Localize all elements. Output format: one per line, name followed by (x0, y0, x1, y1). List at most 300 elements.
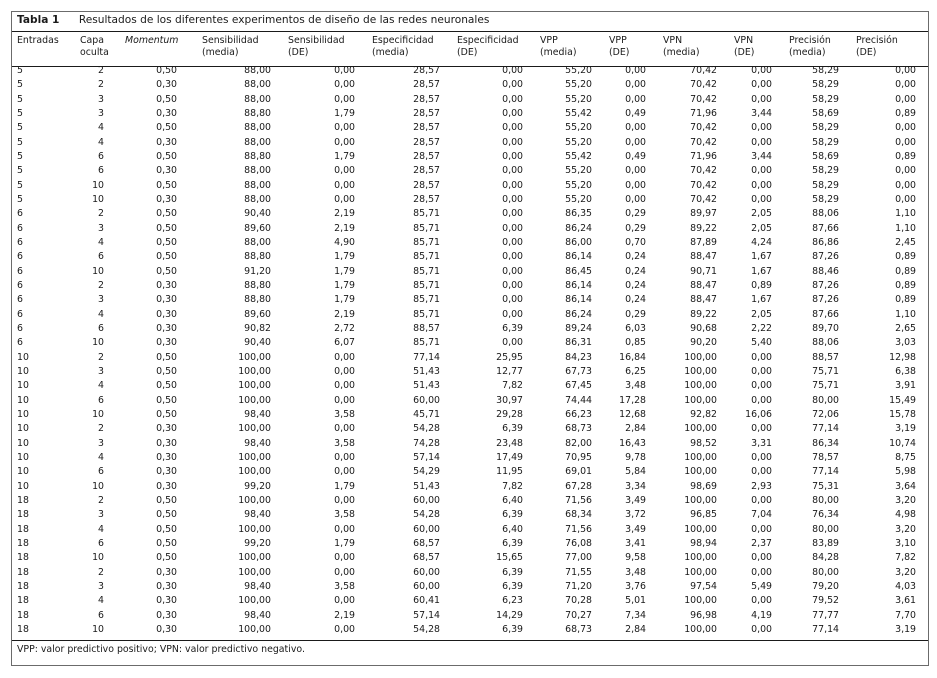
table-cell: 3 (98, 108, 104, 120)
table-cell: 10 (17, 394, 29, 406)
col-header-capa-oculta: Capa oculta (80, 35, 109, 58)
table-cell: 0,00 (334, 595, 355, 607)
table-cell: 0,00 (625, 179, 646, 191)
table-cell: 88,47 (690, 251, 717, 263)
table-cell: 6,39 (502, 623, 523, 635)
table-cell: 0,00 (751, 136, 772, 148)
table-cell: 0,00 (895, 136, 916, 148)
table-cell: 28,57 (413, 65, 440, 77)
table-row (12, 150, 928, 164)
table-cell: 10,74 (889, 437, 916, 449)
table-cell: 10 (92, 179, 104, 191)
col-header-especificidad-media: Especificidad (media) (372, 35, 434, 58)
table-cell: 70,28 (565, 595, 592, 607)
table-cell: 0,85 (625, 337, 646, 349)
table-cell: 2 (98, 423, 104, 435)
table-cell: 10 (17, 466, 29, 478)
col-header-momentum: Momentum (125, 35, 179, 46)
table-row (12, 121, 928, 135)
table-cell: 0,50 (156, 208, 177, 220)
table-cell: 1,67 (751, 294, 772, 306)
table-cell: 5 (17, 165, 23, 177)
table-cell: 60,00 (413, 566, 440, 578)
table-cell: 77,14 (812, 466, 839, 478)
table-cell: 86,31 (565, 337, 592, 349)
table-row (12, 78, 928, 92)
table-cell: 0,00 (751, 179, 772, 191)
table-cell: 0,30 (156, 308, 177, 320)
table-cell: 5,40 (751, 337, 772, 349)
table-cell: 100,00 (684, 366, 717, 378)
table-cell: 4 (98, 380, 104, 392)
table-cell: 0,50 (156, 179, 177, 191)
table-cell: 6 (98, 165, 104, 177)
table-cell: 0,00 (334, 165, 355, 177)
table-cell: 68,73 (565, 623, 592, 635)
table-cell: 6,38 (895, 366, 916, 378)
table-cell: 0,00 (751, 93, 772, 105)
table-cell: 10 (92, 265, 104, 277)
table-cell: 23,48 (496, 437, 523, 449)
table-cell: 0,00 (334, 79, 355, 91)
table-cell: 0,00 (334, 623, 355, 635)
table-cell: 7,34 (625, 609, 646, 621)
table-cell: 0,00 (334, 423, 355, 435)
table-cell: 4 (98, 595, 104, 607)
table-cell: 55,20 (565, 136, 592, 148)
table-cell: 7,82 (502, 480, 523, 492)
table-cell: 100,00 (238, 452, 271, 464)
table-cell: 58,29 (812, 93, 839, 105)
table-cell: 74,44 (565, 394, 592, 406)
table-cell: 3,58 (334, 409, 355, 421)
table-cell: 99,20 (244, 537, 271, 549)
table-cell: 51,43 (413, 480, 440, 492)
table-cell: 0,30 (156, 108, 177, 120)
table-cell: 88,80 (244, 108, 271, 120)
table-cell: 5 (17, 79, 23, 91)
table-cell: 68,34 (565, 509, 592, 521)
table-cell: 10 (92, 552, 104, 564)
table-row (12, 222, 928, 236)
table-cell: 78,57 (812, 452, 839, 464)
table-cell: 0,30 (156, 595, 177, 607)
table-cell: 0,89 (895, 151, 916, 163)
table-cell: 18 (17, 595, 29, 607)
table-cell: 100,00 (684, 351, 717, 363)
table-row (12, 207, 928, 221)
table-cell: 80,00 (812, 495, 839, 506)
table-cell: 0,30 (156, 194, 177, 206)
table-row (12, 480, 928, 494)
table-cell: 87,26 (812, 294, 839, 306)
table-cell: 100,00 (684, 623, 717, 635)
table-cell: 0,00 (502, 136, 523, 148)
table-cell: 0,30 (156, 79, 177, 91)
table-cell: 0,00 (751, 452, 772, 464)
table-cell: 0,00 (625, 122, 646, 134)
table-cell: 15,78 (889, 409, 916, 421)
table-cell: 10 (17, 437, 29, 449)
table-cell: 51,43 (413, 380, 440, 392)
table-cell: 2 (98, 65, 104, 77)
table-cell: 28,57 (413, 151, 440, 163)
table-cell: 0,50 (156, 366, 177, 378)
table-cell: 58,29 (812, 122, 839, 134)
table-cell: 80,00 (812, 523, 839, 535)
table-cell: 0,00 (334, 122, 355, 134)
table-cell: 100,00 (238, 466, 271, 478)
table-cell: 10 (17, 409, 29, 421)
table-cell: 71,56 (565, 495, 592, 506)
table-cell: 3,31 (751, 437, 772, 449)
table-row (12, 551, 928, 565)
col-header-entradas: Entradas (17, 35, 59, 46)
table-row (12, 537, 928, 551)
col-header-precision-de: Precisión (DE) (856, 35, 898, 58)
table-cell: 0,00 (625, 136, 646, 148)
table-cell: 100,00 (238, 523, 271, 535)
table-cell: 100,00 (238, 495, 271, 506)
table-cell: 89,22 (690, 308, 717, 320)
table-cell: 82,00 (565, 437, 592, 449)
table-number: Tabla 1 (17, 14, 60, 26)
table-cell: 10 (92, 194, 104, 206)
table-cell: 0,00 (334, 93, 355, 105)
table-cell: 77,00 (565, 552, 592, 564)
table-cell: 55,20 (565, 93, 592, 105)
table-cell: 5 (17, 93, 23, 105)
table-cell: 1,10 (895, 222, 916, 234)
table-cell: 45,71 (413, 409, 440, 421)
table-cell: 5,84 (625, 466, 646, 478)
table-cell: 55,20 (565, 179, 592, 191)
table-cell: 1,79 (334, 151, 355, 163)
table-cell: 100,00 (684, 552, 717, 564)
table-cell: 58,69 (812, 151, 839, 163)
table-cell: 6 (17, 237, 23, 249)
table-cell: 4 (98, 308, 104, 320)
table-cell: 69,01 (565, 466, 592, 478)
table-cell: 2,45 (895, 237, 916, 249)
table-cell: 2 (98, 280, 104, 292)
table-cell: 0,50 (156, 265, 177, 277)
table-cell: 6 (17, 280, 23, 292)
table-cell: 28,57 (413, 165, 440, 177)
table-cell: 8,75 (895, 452, 916, 464)
table-cell: 96,85 (690, 509, 717, 521)
table-cell: 99,20 (244, 480, 271, 492)
table-cell: 6,39 (502, 423, 523, 435)
table-cell: 100,00 (238, 380, 271, 392)
table-cell: 1,79 (334, 537, 355, 549)
table-cell: 0,00 (334, 179, 355, 191)
table-cell: 3,61 (895, 595, 916, 607)
table-body (12, 64, 928, 637)
table-cell: 67,73 (565, 366, 592, 378)
table-cell: 86,14 (565, 251, 592, 263)
table-footnote: VPP: valor predictivo positivo; VPN: valor predictivo negativo. (17, 644, 305, 655)
table-cell: 3,48 (625, 566, 646, 578)
table-cell: 3,91 (895, 380, 916, 392)
table-cell: 15,49 (889, 394, 916, 406)
table-cell: 10 (92, 409, 104, 421)
table-cell: 0,50 (156, 380, 177, 392)
table-row (12, 523, 928, 537)
table-cell: 1,10 (895, 308, 916, 320)
table-cell: 88,57 (812, 351, 839, 363)
table-cell: 12,98 (889, 351, 916, 363)
table-cell: 0,00 (502, 65, 523, 77)
table-cell: 5,01 (625, 595, 646, 607)
table-cell: 76,34 (812, 509, 839, 521)
table-cell: 3,58 (334, 580, 355, 592)
table-cell: 68,57 (413, 552, 440, 564)
table-cell: 0,00 (751, 523, 772, 535)
table-cell: 28,57 (413, 194, 440, 206)
table-cell: 2,37 (751, 537, 772, 549)
table-cell: 3 (98, 509, 104, 521)
table-cell: 0,50 (156, 65, 177, 77)
table-cell: 3 (98, 366, 104, 378)
table-cell: 2,05 (751, 208, 772, 220)
table-cell: 2,05 (751, 308, 772, 320)
table-cell: 6 (17, 323, 23, 335)
table-cell: 70,42 (690, 179, 717, 191)
table-cell: 0,00 (502, 251, 523, 263)
table-cell: 18 (17, 623, 29, 635)
table-cell: 89,60 (244, 222, 271, 234)
table-cell: 0,50 (156, 409, 177, 421)
table-cell: 2,05 (751, 222, 772, 234)
table-cell: 70,42 (690, 136, 717, 148)
table-cell: 2,19 (334, 222, 355, 234)
table-cell: 10 (92, 480, 104, 492)
table-cell: 87,66 (812, 222, 839, 234)
table-cell: 0,00 (751, 423, 772, 435)
table-cell: 55,20 (565, 65, 592, 77)
table-cell: 0,30 (156, 566, 177, 578)
table-cell: 77,14 (812, 623, 839, 635)
table-cell: 80,00 (812, 394, 839, 406)
table-cell: 0,00 (502, 294, 523, 306)
table-cell: 0,89 (895, 294, 916, 306)
table-cell: 0,50 (156, 394, 177, 406)
table-cell: 4 (98, 237, 104, 249)
table-cell: 3,41 (625, 537, 646, 549)
table-cell: 85,71 (413, 337, 440, 349)
table-cell: 70,42 (690, 194, 717, 206)
table-cell: 88,00 (244, 179, 271, 191)
table-cell: 85,71 (413, 251, 440, 263)
table-cell: 88,47 (690, 280, 717, 292)
table-cell: 75,31 (812, 480, 839, 492)
table-cell: 0,00 (895, 93, 916, 105)
table-cell: 0,00 (502, 194, 523, 206)
table-cell: 88,00 (244, 165, 271, 177)
table-row (12, 136, 928, 150)
table-cell: 0,00 (502, 93, 523, 105)
results-table (12, 35, 928, 637)
table-cell: 2,19 (334, 208, 355, 220)
table-cell: 74,28 (413, 437, 440, 449)
table-cell: 75,71 (812, 366, 839, 378)
table-cell: 90,71 (690, 265, 717, 277)
table-row (12, 308, 928, 322)
table-cell: 100,00 (238, 566, 271, 578)
table-cell: 88,80 (244, 251, 271, 263)
table-cell: 89,60 (244, 308, 271, 320)
table-cell: 3 (98, 437, 104, 449)
table-cell: 0,24 (625, 280, 646, 292)
table-cell: 100,00 (684, 394, 717, 406)
table-cell: 79,52 (812, 595, 839, 607)
table-cell: 0,50 (156, 122, 177, 134)
table-cell: 100,00 (238, 552, 271, 564)
table-cell: 87,66 (812, 308, 839, 320)
table-cell: 98,40 (244, 609, 271, 621)
table-cell: 6 (98, 323, 104, 335)
table-cell: 14,29 (496, 609, 523, 621)
table-cell: 88,46 (812, 265, 839, 277)
table-cell: 5 (17, 136, 23, 148)
table-cell: 0,00 (502, 237, 523, 249)
table-cell: 55,42 (565, 151, 592, 163)
table-cell: 0,00 (334, 566, 355, 578)
table-cell: 86,35 (565, 208, 592, 220)
table-cell: 88,47 (690, 294, 717, 306)
table-cell: 2,84 (625, 423, 646, 435)
table-cell: 100,00 (238, 623, 271, 635)
table-row (12, 236, 928, 250)
table-cell: 100,00 (684, 423, 717, 435)
table-row (12, 608, 928, 622)
table-cell: 0,00 (751, 394, 772, 406)
table-cell: 0,00 (502, 165, 523, 177)
table-cell: 4,98 (895, 509, 916, 521)
table-cell: 98,40 (244, 509, 271, 521)
table-cell: 0,00 (502, 151, 523, 163)
table-cell: 85,71 (413, 280, 440, 292)
table-cell: 72,06 (812, 409, 839, 421)
table-cell: 0,30 (156, 452, 177, 464)
table-cell: 0,00 (502, 108, 523, 120)
table-cell: 88,00 (244, 79, 271, 91)
table-cell: 28,57 (413, 108, 440, 120)
table-cell: 89,97 (690, 208, 717, 220)
table-cell: 86,45 (565, 265, 592, 277)
table-cell: 5 (17, 65, 23, 77)
table-cell: 0,30 (156, 580, 177, 592)
table-cell: 3 (98, 294, 104, 306)
table-cell: 77,14 (812, 423, 839, 435)
table-cell: 1,67 (751, 265, 772, 277)
table-cell: 0,30 (156, 165, 177, 177)
table-cell: 6,25 (625, 366, 646, 378)
table-cell: 5 (17, 122, 23, 134)
table-cell: 10 (17, 366, 29, 378)
table-cell: 0,24 (625, 251, 646, 263)
table-cell: 5,49 (751, 580, 772, 592)
table-cell: 0,30 (156, 294, 177, 306)
table-cell: 85,71 (413, 294, 440, 306)
table-row (12, 107, 928, 121)
table-cell: 0,00 (751, 122, 772, 134)
table-cell: 54,28 (413, 423, 440, 435)
table-cell: 2 (98, 495, 104, 506)
table-cell: 28,57 (413, 136, 440, 148)
table-cell: 83,89 (812, 537, 839, 549)
table-cell: 0,49 (625, 151, 646, 163)
caption-rule (12, 31, 928, 32)
table-cell: 84,23 (565, 351, 592, 363)
table-cell: 0,50 (156, 351, 177, 363)
table-cell: 0,50 (156, 93, 177, 105)
table-cell: 6 (17, 222, 23, 234)
table-cell: 6 (98, 151, 104, 163)
table-cell: 55,20 (565, 165, 592, 177)
table-cell: 58,29 (812, 65, 839, 77)
table-cell: 100,00 (684, 452, 717, 464)
table-cell: 87,89 (690, 237, 717, 249)
table-cell: 18 (17, 609, 29, 621)
table-cell: 0,00 (334, 452, 355, 464)
table-cell: 5,98 (895, 466, 916, 478)
table-cell: 2 (98, 351, 104, 363)
table-cell: 0,00 (625, 194, 646, 206)
table-cell: 0,30 (156, 323, 177, 335)
table-cell: 0,50 (156, 537, 177, 549)
table-cell: 3,64 (895, 480, 916, 492)
table-cell: 85,71 (413, 222, 440, 234)
table-cell: 6 (98, 251, 104, 263)
table-cell: 1,79 (334, 280, 355, 292)
table-cell: 55,20 (565, 194, 592, 206)
table-row (12, 494, 928, 508)
table-cell: 16,06 (745, 409, 772, 421)
table-cell: 85,71 (413, 237, 440, 249)
table-cell: 4 (98, 523, 104, 535)
table-cell: 7,04 (751, 509, 772, 521)
table-cell: 3,76 (625, 580, 646, 592)
table-cell: 18 (17, 552, 29, 564)
table-row (12, 365, 928, 379)
table-cell: 0,00 (502, 179, 523, 191)
table-cell: 6 (17, 265, 23, 277)
table-cell: 18 (17, 523, 29, 535)
table-cell: 0,00 (334, 194, 355, 206)
table-cell: 58,29 (812, 79, 839, 91)
table-cell: 98,94 (690, 537, 717, 549)
table-cell: 88,00 (244, 65, 271, 77)
table-cell: 77,14 (413, 351, 440, 363)
table-cell: 87,26 (812, 251, 839, 263)
col-header-especificidad-de: Especificidad (DE) (457, 35, 519, 58)
table-cell: 88,06 (812, 337, 839, 349)
table-cell: 100,00 (684, 523, 717, 535)
table-cell: 5 (17, 151, 23, 163)
table-cell: 67,28 (565, 480, 592, 492)
table-cell: 0,00 (625, 65, 646, 77)
table-row (12, 508, 928, 522)
table-cell: 0,00 (751, 552, 772, 564)
table-cell: 100,00 (684, 380, 717, 392)
table-cell: 0,00 (502, 265, 523, 277)
table-row (12, 322, 928, 336)
table-row (12, 351, 928, 365)
table-cell: 29,28 (496, 409, 523, 421)
table-cell: 0,29 (625, 222, 646, 234)
